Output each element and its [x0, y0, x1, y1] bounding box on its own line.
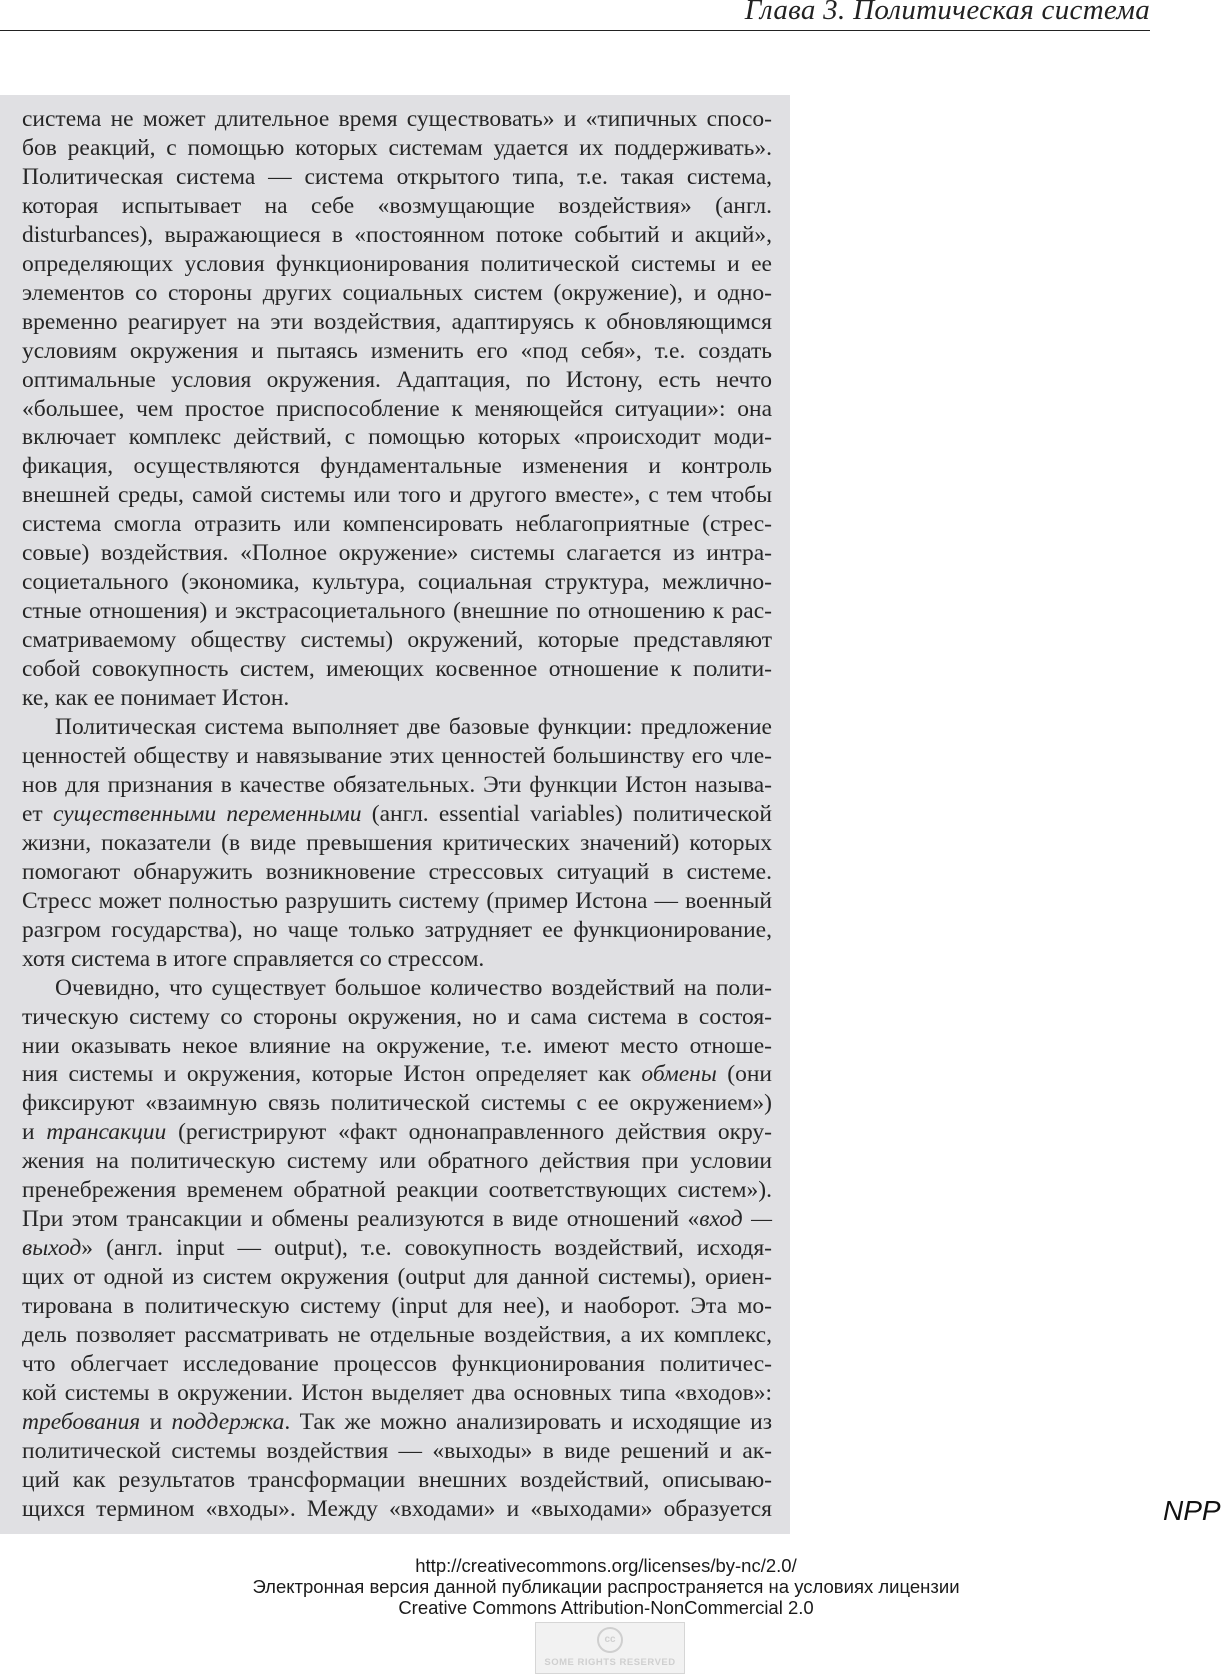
italic-term: требования [22, 1408, 141, 1435]
text-line: жизни, показатели (в виде превышения критических значений) которых [22, 829, 772, 856]
text-fragment: и [140, 1408, 172, 1435]
text-line [22, 1118, 772, 1147]
text-line: внешней среды, самой системы или того и другого вместе», с тем чтобы [22, 482, 772, 509]
text-line: временно реагирует на эти воздействия, адаптируясь к обновляющимся [22, 308, 772, 335]
text-line: жения на политическую систему или обратного действия при условии [22, 1148, 772, 1175]
text-line: собой совокупность систем, имеющих косвенное отношение к полити- [22, 656, 772, 683]
text-fragment: ет [22, 800, 53, 827]
text-line: тирована в политическую систему (input для нее), и наоборот. Эта мо- [22, 1293, 772, 1320]
text-line [22, 1060, 772, 1089]
text-line: щих от одной из систем окружения (output для данной системы), ориен- [22, 1264, 772, 1291]
text-line [22, 800, 772, 829]
text-line: ценностей обществу и навязывание этих ценностей большинству его чле- [22, 742, 772, 769]
text-line: сматриваемому обществу системы) окружений, которые представляют [22, 627, 772, 654]
text-fragment: (они [716, 1061, 772, 1088]
text-fragment: . Так же можно анализировать и исходящие из [284, 1408, 772, 1435]
text-line: ке, как ее понимает Истон. [22, 685, 290, 712]
license-name: Creative Commons Attribution-NonCommercial 2.0 [398, 1597, 814, 1618]
text-line: disturbances), выражающиеся в «постоянном потоке событий и акций», [22, 221, 772, 248]
text-line: стные отношения) и экстрасоциетального (внешние по отношению к рас- [22, 598, 772, 625]
running-header [0, 0, 1150, 31]
text-line: Стресс может полностью разрушить систему (пример Истона — военный [22, 887, 772, 914]
chapter-title: Глава 3. Политическая система [744, 0, 1150, 26]
text-line: хотя система в итоге справляется со стрессом. [22, 945, 485, 972]
text-line: политической системы воздействия — «выходы» в виде решений и ак- [22, 1437, 772, 1464]
text-line: система смогла отразить или компенсировать неблагоприятные (стрес- [22, 511, 772, 538]
text-fragment: » (англ. input — output), т.е. совокупность воздействий, исходя- [81, 1235, 772, 1262]
paragraph-start: Политическая система выполняет две базовые функции: предложение [55, 714, 772, 741]
text-line: фиксируют «взаимную связь политической системы с ее окружением») [22, 1090, 772, 1117]
text-line: условиям окружения и пытаясь изменить его «под себя», т.е. создать [22, 337, 772, 364]
paragraph-start: Очевидно, что существует большое количество воздействий на поли- [55, 974, 772, 1001]
text-line: социетального (экономика, культура, социальная структура, межлично- [22, 569, 772, 596]
italic-term: существенными переменными [52, 800, 362, 827]
text-line: нии оказывать некое влияние на окружение, т.е. имеют место отноше- [22, 1032, 772, 1059]
italic-term: поддержка [171, 1408, 285, 1435]
side-mark: NPP [1163, 1495, 1221, 1526]
text-line: определяющих условия функционирования политической системы и ее [22, 250, 772, 277]
license-footer [0, 1555, 1227, 1618]
text-line: помогают обнаружить возникновение стрессовых ситуаций в системе. [22, 858, 772, 885]
text-line: элементов со стороны других социальных систем (окружение), и одно- [22, 279, 772, 306]
cc-badge-text: SOME RIGHTS RESERVED [544, 1657, 676, 1668]
license-notice: Электронная версия данной публикации распространяется на условиях лицензии [252, 1576, 960, 1597]
italic-term: вход — [699, 1206, 772, 1233]
text-line: совые) воздействия. «Полное окружение» системы слагается из интра- [22, 540, 772, 567]
license-url[interactable]: http://creativecommons.org/licenses/by-nc/2.0/ [415, 1555, 797, 1576]
italic-term: трансакции [46, 1119, 167, 1146]
text-line: пренебрежения временем обратной реакции соответствующих систем»). [22, 1177, 772, 1204]
text-line: кой системы в окружении. Истон выделяет два основных типа «входов»: [22, 1379, 772, 1406]
text-line: что облегчает исследование процессов функционирования политичес- [22, 1350, 772, 1377]
text-fragment: (регистрируют «факт однонаправленного действия окру- [166, 1119, 773, 1146]
text-line: «большее, чем простое приспособление к меняющейся ситуации»: она [22, 395, 772, 422]
text-line: оптимальные условия окружения. Адаптация, по Истону, есть нечто [22, 366, 772, 393]
italic-term: выход [22, 1235, 82, 1262]
text-line: тическую систему со стороны окружения, но и сама система в состоя- [22, 1003, 772, 1030]
body-text [22, 105, 772, 1524]
text-line: разгром государства), но чаще только затрудняет ее функционирование, [22, 916, 772, 943]
text-line: ций как результатов трансформации внешних воздействий, описываю- [22, 1466, 772, 1493]
text-line: щихся термином «входы». Между «входами» и «выходами» образуется [22, 1495, 772, 1522]
text-line: включает комплекс действий, с помощью которых «происходит моди- [22, 424, 772, 451]
text-fragment: При этом трансакции и обмены реализуются в виде отношений « [22, 1206, 700, 1233]
text-line [22, 1234, 772, 1263]
text-line: фикация, осуществляются фундаментальные изменения и контроль [22, 453, 772, 480]
text-line: система не может длительное время существовать» и «типичных спосо- [22, 106, 772, 132]
cc-badge[interactable] [535, 1622, 685, 1674]
italic-term: обмены [641, 1061, 717, 1088]
text-fragment: ния системы и окружения, которые Истон определяет как [22, 1061, 642, 1088]
text-line [22, 1408, 772, 1437]
text-line: бов реакций, с помощью которых системам удается их поддерживать». [22, 134, 772, 161]
text-line: нов для признания в качестве обязательных. Эти функции Истон называ- [22, 771, 772, 798]
text-line: Политическая система — система открытого типа, т.е. такая система, [22, 163, 772, 190]
text-line [22, 1205, 772, 1234]
text-fragment: и [22, 1119, 47, 1146]
text-line: дель позволяет рассматривать не отдельные воздействия, а их комплекс, [22, 1322, 772, 1349]
creative-commons-icon: cc [597, 1627, 623, 1653]
text-fragment: (англ. essential variables) политической [361, 800, 772, 827]
text-line: которая испытывает на себе «возмущающие воздействия» (англ. [22, 192, 772, 219]
